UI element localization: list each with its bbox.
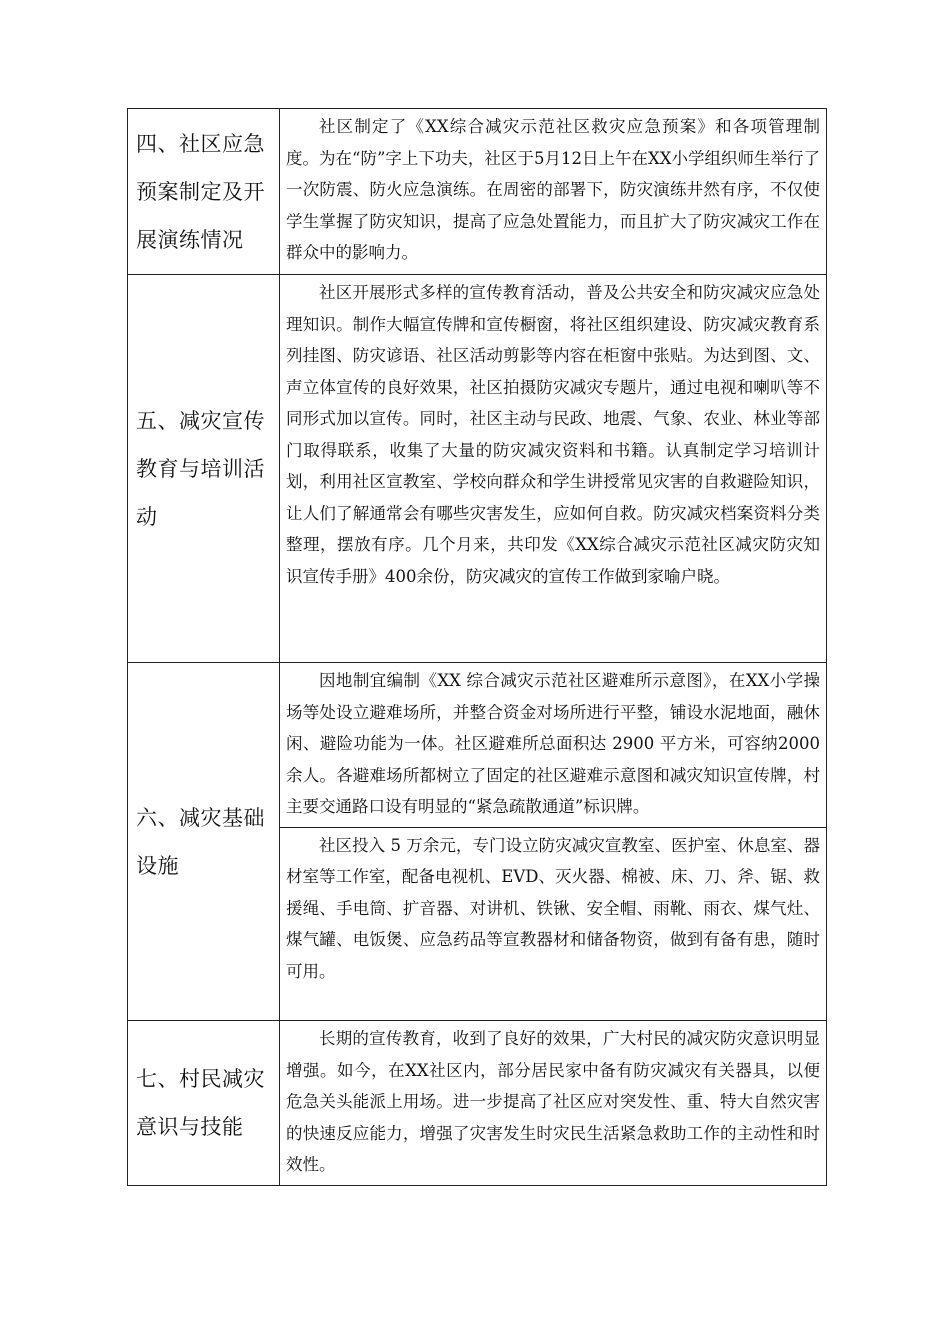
- row-label: 五、减灾宣传教育与培训活动: [136, 408, 265, 529]
- row-content-cell: [280, 109, 827, 275]
- content-paragraph: 社区开展形式多样的宣传教育活动，普及公共安全和防灾减灾应急处理知识。制作大幅宣传牌和宣传橱窗，将社区组织建设、防灾减灾教育系列挂图、防灾谚语、社区活动剪影等内容在柜窗中张贴。为达到图、文、声立体宣传的良好效果，社区拍摄防灾减灾专题片，通过电视和喇叭等不同形式加以宣传。同时，社区主动与民政、地震、气象、农业、林业等部门取得联系，收集了大量的防灾减灾资料和书籍。认真制定学习培训计划，利用社区宣教室、学校向群众和学生讲授常见灾害的自救避险知识，让人们了解通常会有哪些灾害发生，应如何自救。防灾减灾档案资料分类整理，摆放有序。几个月来，共印发《XX综合减灾示范社区减灾防灾知识宣传手册》400余份，防灾减灾的宣传工作做到家喻户晓。: [286, 283, 820, 586]
- document-table: [127, 108, 827, 1186]
- row-label-cell: [128, 109, 280, 275]
- row-label: 六、减灾基础设施: [136, 805, 265, 878]
- table-row: [128, 275, 827, 663]
- row-label-cell: [128, 1021, 280, 1186]
- content-paragraph: 社区制定了《XX综合减灾示范社区救灾应急预案》和各项管理制度。为在“防”字上下功夫，社区于5月12日上午在XX小学组织师生举行了一次防震、防火应急演练。在周密的部署下，防灾演练井然有序，不仅使学生掌握了防灾知识，提高了应急处置能力，而且扩大了防灾减灾工作在群众中的影响力。: [286, 117, 820, 262]
- row-content-cell: [280, 663, 827, 1021]
- row-content-cell: [280, 275, 827, 663]
- row-label: 七、村民减灾意识与技能: [136, 1066, 265, 1139]
- table-row: [128, 1021, 827, 1186]
- content-paragraph: 社区投入 5 万余元，专门设立防灾减灾宣教室、医护室、休息室、器材室等工作室，配备电视机、EVD、灭火器、棉被、床、刀、斧、锯、救援绳、手电筒、扩音器、对讲机、铁锹、安全帽、雨靴、雨衣、煤气灶、煤气罐、电饭煲、应急药品等宣教器材和储备物资，做到有备有患，随时可用。: [286, 835, 820, 981]
- content-sub-cell: [280, 663, 826, 827]
- content-sub-cell: [280, 827, 826, 992]
- table-row: [128, 109, 827, 275]
- row-label-cell: [128, 663, 280, 1021]
- row-content-cell: [280, 1021, 827, 1186]
- content-paragraph: 长期的宣传教育，收到了良好的效果，广大村民的减灾防灾意识明显增强。如今，在XX社区内，部分居民家中备有防灾减灾有关器具，以便危急关头能派上用场。进一步提高了社区应对突发性、重、特大自然灾害的快速反应能力，增强了灾害发生时灾民生活紧急救助工作的主动性和时效性。: [286, 1029, 820, 1174]
- table-row: [128, 663, 827, 1021]
- row-label: 四、社区应急预案制定及开展演练情况: [136, 131, 265, 252]
- row-label-cell: [128, 275, 280, 663]
- content-paragraph: 因地制宜编制《XX 综合减灾示范社区避难所示意图》，在XX小学操场等处设立避难场所，并整合资金对场所进行平整，铺设水泥地面，融休闲、避险功能为一体。社区避难所总面积达 2900 平方米，可容纳2000余人。各避难场所都树立了固定的社区避难示意图和减灾知识宣传牌，村主要交通路口设有明显的“紧急疏散通道”标识牌。: [286, 671, 820, 816]
